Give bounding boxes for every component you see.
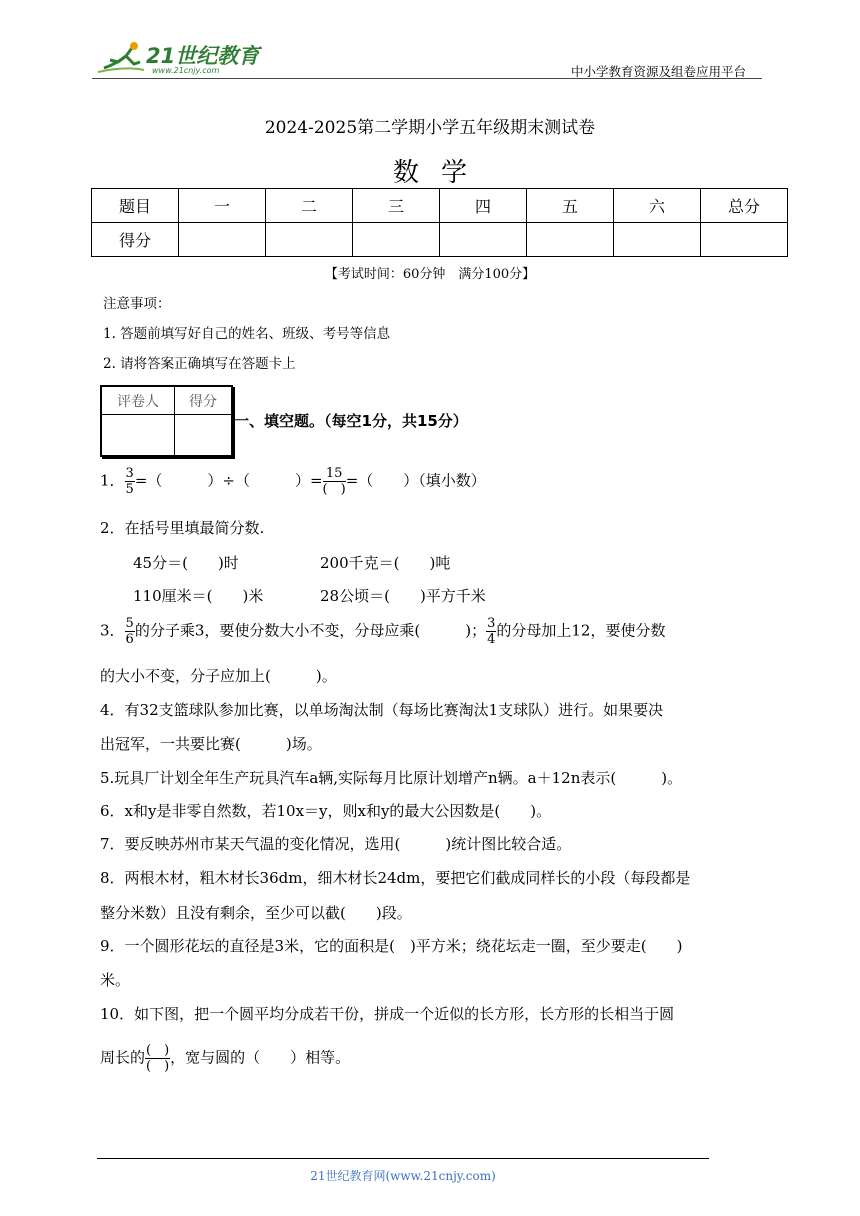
- score-input-cell[interactable]: [353, 223, 440, 257]
- q8-line2: 整分米数）且没有剩余，至少可以截( )段。: [100, 904, 412, 922]
- q3-line2: 的大小不变，分子应加上( )。: [100, 667, 337, 685]
- notes-title: 注意事项：: [103, 296, 171, 312]
- q10-suffix: ，宽与圆的（ ）相等。: [170, 1048, 351, 1067]
- score-header-cell: 总分: [701, 189, 788, 223]
- grader-reviewer-label: 评卷人: [102, 387, 175, 415]
- score-header-cell: 二: [266, 189, 353, 223]
- score-header-cell: 一: [179, 189, 266, 223]
- footer-link[interactable]: 21世纪教育网(www.21cnjy.com): [310, 1169, 496, 1183]
- grader-score-cell[interactable]: [175, 415, 232, 456]
- score-input-cell[interactable]: [614, 223, 701, 257]
- frac-denominator: ( ): [146, 1059, 170, 1074]
- question-6: 6．x和y是非零自然数，若10x＝y，则x和y的最大公因数是( )。: [100, 802, 552, 820]
- q10-line2: [100, 1043, 350, 1074]
- frac-numerator: 3: [487, 616, 496, 631]
- q3-prefix: 3．: [100, 621, 125, 640]
- logo-text: 21世纪教育: [146, 44, 260, 68]
- score-header-cell: 五: [527, 189, 614, 223]
- q1-part2: =（ ）（填小数）: [345, 471, 486, 490]
- q1-part1: =（ ）÷（ ）=: [134, 471, 323, 490]
- subject-title: 数学: [392, 158, 489, 188]
- question-5: 5.玩具厂计划全年生产玩具汽车a辆,实际每月比原计划增产n辆。a＋12n表示( )。: [100, 769, 683, 787]
- q10-fraction: [145, 1043, 170, 1074]
- q2-item-d: 28公顷＝( )平方千米: [320, 587, 486, 605]
- section1-title: 一、填空题。（每空1分，共15分）: [234, 412, 468, 430]
- question-9: 9．一个圆形花坛的直径是3米，它的面积是( )平方米；绕花坛走一圈，至少要走( ): [100, 937, 683, 955]
- q1-prefix: 1．: [100, 471, 125, 490]
- score-input-cell[interactable]: [266, 223, 353, 257]
- q2-item-c: 110厘米＝( )米: [133, 587, 264, 605]
- frac-numerator: ( ): [146, 1043, 170, 1058]
- q4-line2: 出冠军，一共要比赛( )场。: [100, 735, 322, 753]
- q3-fraction: [125, 616, 135, 647]
- header-platform-text: 中小学教育资源及组卷应用平台: [571, 64, 747, 79]
- exam-info: 【考试时间：60分钟 满分100分】: [324, 267, 536, 282]
- frac-denominator: 6: [125, 632, 134, 647]
- question-2: 2．在括号里填最简分数.: [100, 519, 265, 537]
- score-input-cell[interactable]: [440, 223, 527, 257]
- score-label-cell: 得分: [92, 223, 179, 257]
- q9-line2: 米。: [100, 971, 131, 989]
- q3-fraction-2: [486, 616, 496, 647]
- score-input-cell[interactable]: [179, 223, 266, 257]
- frac-denominator: 5: [125, 482, 134, 497]
- frac-denominator: ( ): [322, 482, 346, 497]
- score-input-cell[interactable]: [701, 223, 788, 257]
- q2-item-a: 45分＝( )时: [133, 554, 239, 572]
- score-table-score-row: [92, 223, 788, 257]
- q1-fraction: [125, 466, 135, 497]
- score-header-cell: 题目: [92, 189, 179, 223]
- q2-item-b: 200千克＝( )吨: [320, 554, 451, 572]
- question-8: 8．两根木材，粗木材长36dm，细木材长24dm，要把它们截成同样长的小段（每段都是: [100, 869, 691, 887]
- header-rule: [92, 78, 762, 79]
- footer-rule: [97, 1158, 709, 1159]
- score-header-cell: 四: [440, 189, 527, 223]
- score-table: [91, 188, 788, 257]
- grader-score-label: 得分: [175, 387, 232, 415]
- question-4: 4．有32支篮球队参加比赛，以单场淘汰制（每场比赛淘汰1支球队）进行。如果要决: [100, 701, 664, 719]
- note-item: 2. 请将答案正确填写在答题卡上: [103, 356, 296, 372]
- question-7: 7．要反映苏州市某天气温的变化情况，选用( )统计图比较合适。: [100, 835, 572, 853]
- q10-prefix: 周长的: [100, 1048, 146, 1067]
- frac-numerator: 15: [323, 466, 346, 482]
- question-3: [100, 616, 665, 647]
- q1-fraction-2: [323, 466, 346, 497]
- question-10: 10．如下图，把一个圆平均分成若干份，拼成一个近似的长方形，长方形的长相当于圆: [100, 1005, 675, 1023]
- q3-part1: 的分子乘3，要使分数大小不变，分母应乘( )；: [134, 621, 487, 640]
- frac-denominator: 4: [487, 632, 496, 647]
- frac-numerator: 5: [125, 616, 134, 631]
- score-table-header-row: [92, 189, 788, 223]
- exam-title: 2024-2025第二学期小学五年级期末测试卷: [264, 118, 596, 138]
- score-header-cell: 六: [614, 189, 701, 223]
- logo-url: www.21cnjy.com: [152, 66, 220, 75]
- grader-reviewer-cell[interactable]: [102, 415, 175, 456]
- q3-part2: 的分母加上12，要使分数: [496, 621, 666, 640]
- grader-box: [100, 385, 233, 457]
- note-item: 1. 答题前填写好自己的姓名、班级、考号等信息: [103, 326, 391, 342]
- score-header-cell: 三: [353, 189, 440, 223]
- score-input-cell[interactable]: [527, 223, 614, 257]
- frac-numerator: 3: [125, 466, 134, 481]
- question-1: [100, 466, 486, 497]
